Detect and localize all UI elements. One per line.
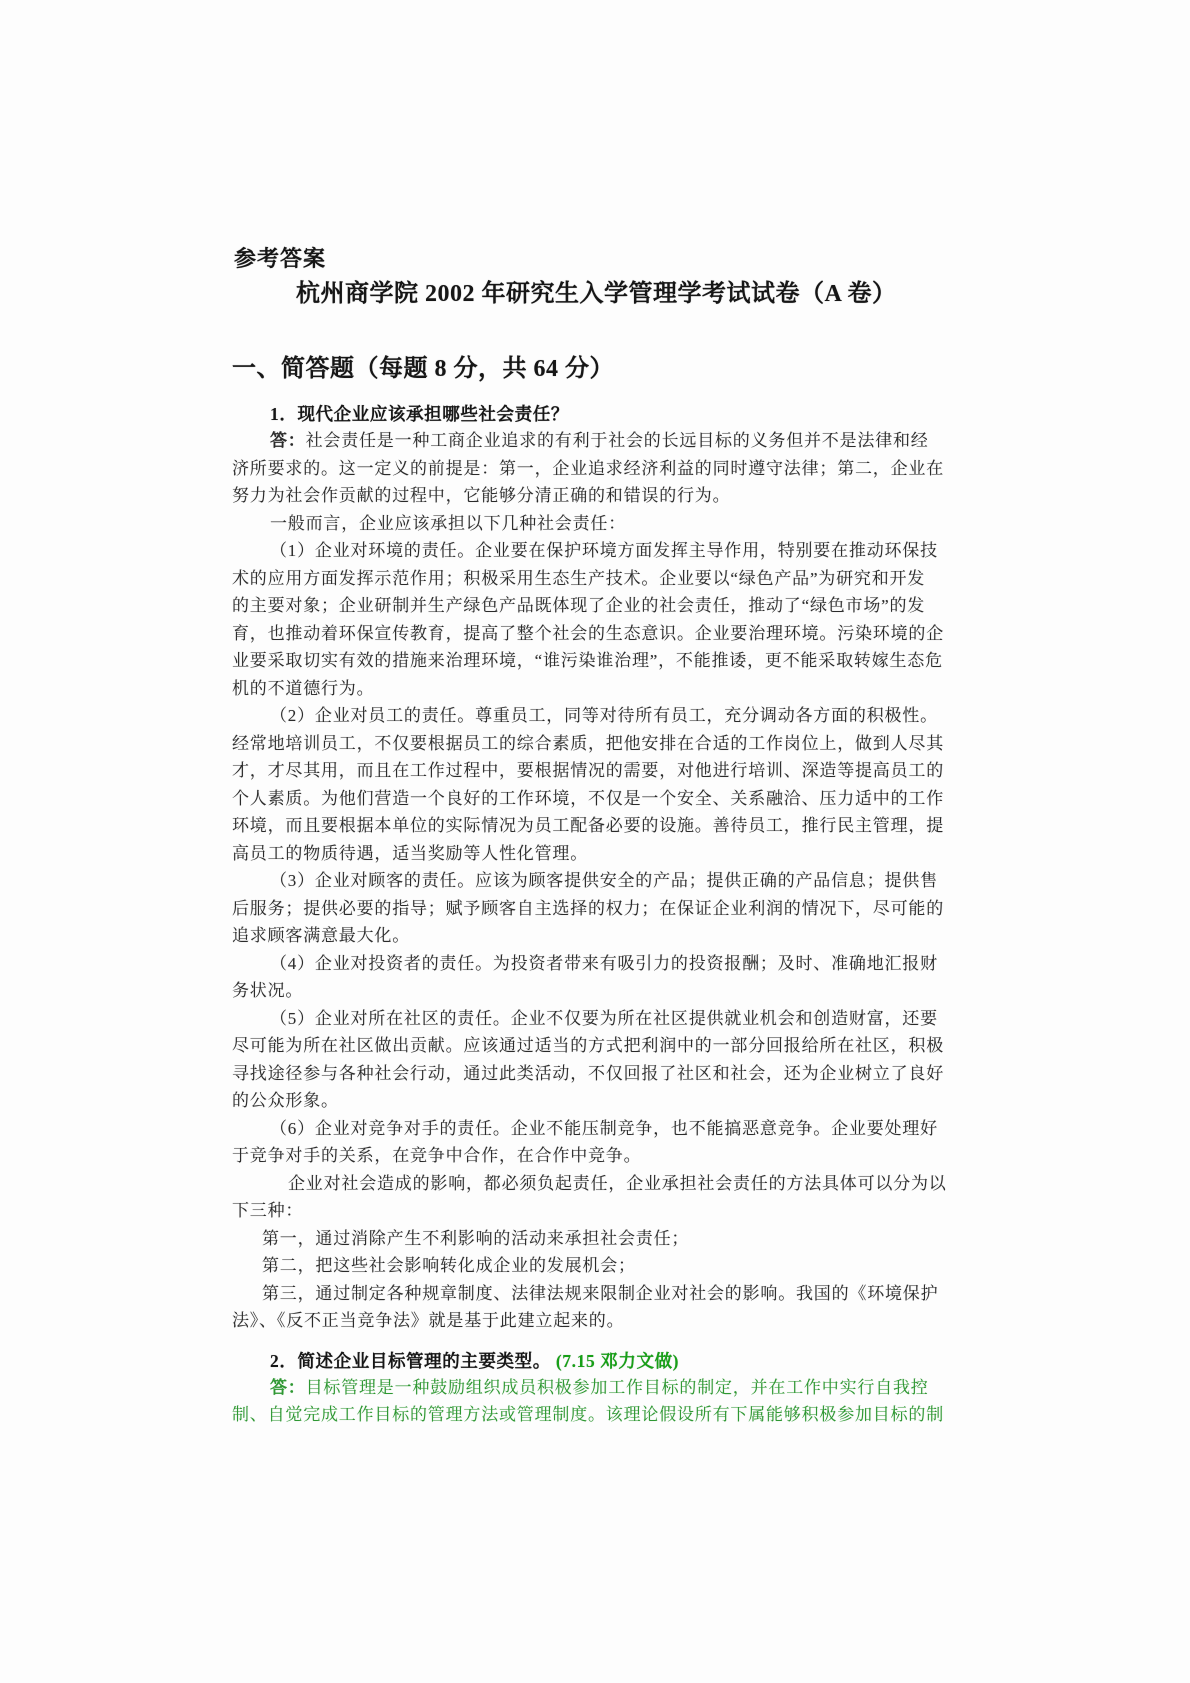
answer-text: 努力为社会作贡献的过程中，它能够分清正确的和错误的行为。 xyxy=(232,486,731,505)
answer-line xyxy=(232,1374,954,1402)
answer-text: 社会责任是一种工商企业追求的有利于社会的长远目标的义务但并不是法律和经 xyxy=(305,431,929,450)
answer-line xyxy=(232,1252,954,1280)
answer-text: 个人素质。为他们营造一个良好的工作环境，不仅是一个安全、关系融洽、压力适中的工作 xyxy=(232,788,944,808)
answer-line xyxy=(232,922,954,950)
answer-2-body xyxy=(232,1374,954,1429)
answer-text: 一般而言，企业应该承担以下几种社会责任： xyxy=(270,513,626,533)
answer-text: 务状况。 xyxy=(232,981,304,1000)
answer-line xyxy=(232,1225,954,1253)
answer-text: （1）企业对环境的责任。企业要在保护环境方面发挥主导作用，特别要在推动环保技 xyxy=(270,541,938,560)
document-content xyxy=(232,0,954,1429)
answer-text: 第二，把这些社会影响转化成企业的发展机会； xyxy=(262,1256,636,1275)
question-2-note: (7.15 邓力文做) xyxy=(555,1350,680,1371)
answer-text: 尽可能为所在社区做出贡献。应该通过适当的方式把利润中的一部分回报给所在社区，积极 xyxy=(232,1036,944,1055)
answer-text: 的公众形象。 xyxy=(232,1091,339,1110)
answer-text: （4）企业对投资者的责任。为投资者带来有吸引力的投资报酬；及时、准确地汇报财 xyxy=(270,953,938,973)
answer-line xyxy=(232,537,954,565)
answer-line xyxy=(232,510,954,538)
answer-line xyxy=(232,1005,954,1033)
answer-label: 答： xyxy=(270,1377,306,1397)
answer-line xyxy=(232,1307,954,1335)
answer-text: 育，也推动着环保宣传教育，提高了整个社会的生态意识。企业要治理环境。污染环境的企 xyxy=(232,623,944,643)
answer-line xyxy=(232,1115,954,1143)
answer-text: 经常地培训员工，不仅要根据员工的综合素质，把他安排在合适的工作岗位上，做到人尽其 xyxy=(232,733,944,753)
question-1-title: 1．现代企业应该承担哪些社会责任？ xyxy=(270,404,569,424)
question-2-heading xyxy=(232,1348,954,1374)
answer-text: 企业对社会造成的影响，都必须负起责任，企业承担社会责任的方法具体可以分为以 xyxy=(288,1173,947,1193)
answer-text: 后服务；提供必要的指导；赋予顾客自主选择的权力；在保证企业利润的情况下，尽可能的 xyxy=(232,898,944,918)
answer-line xyxy=(232,455,954,483)
answer-text: 第三，通过制定各种规章制度、法律法规来限制企业对社会的影响。我国的《环境保护 xyxy=(262,1283,939,1303)
answer-text: 高员工的物质待遇，适当奖励等人性化管理。 xyxy=(232,843,588,863)
answer-line xyxy=(232,895,954,923)
answer-text: 的主要对象；企业研制并生产绿色产品既体现了企业的社会责任，推动了“绿色市场”的发 xyxy=(232,596,926,615)
answer-label: 答： xyxy=(270,431,306,450)
answer-text: 目标管理是一种鼓励组织成员积极参加工作目标的制定，并在工作中实行自我控 xyxy=(305,1377,929,1397)
answer-line xyxy=(232,1170,954,1198)
answer-text: 术的应用方面发挥示范作用；积极采用生态生产技术。企业要以“绿色产品”为研究和开发 xyxy=(232,568,926,588)
answer-line xyxy=(232,950,954,978)
answer-line xyxy=(232,1401,954,1429)
answer-line xyxy=(232,620,954,648)
section-heading: 一、简答题（每题 8 分，共 64 分） xyxy=(232,356,614,382)
answer-text: 环境，而且要根据本单位的实际情况为员工配备必要的设施。善待员工，推行民主管理，提 xyxy=(232,816,944,835)
answer-text: （5）企业对所在社区的责任。企业不仅要为所在社区提供就业机会和创造财富，还要 xyxy=(270,1008,938,1028)
document-title: 参考答案 xyxy=(234,246,327,271)
question-1-heading xyxy=(232,401,954,427)
answer-text: （3）企业对顾客的责任。应该为顾客提供安全的产品；提供正确的产品信息；提供售 xyxy=(270,871,938,890)
answer-line xyxy=(232,840,954,868)
answer-text: 寻找途径参与各种社会行动，通过此类活动，不仅回报了社区和社会，还为企业树立了良好 xyxy=(232,1063,944,1083)
answer-1-body xyxy=(232,427,954,1335)
answer-line xyxy=(232,785,954,813)
answer-line xyxy=(232,977,954,1005)
answer-text: 法》、《反不正当竞争法》就是基于此建立起来的。 xyxy=(232,1311,625,1330)
exam-paper-title: 杭州商学院 2002 年研究生入学管理学考试试卷（A 卷） xyxy=(296,281,897,307)
answer-text: 追求顾客满意最大化。 xyxy=(232,926,410,945)
answer-line xyxy=(232,427,954,455)
answer-text: （2）企业对员工的责任。尊重员工，同等对待所有员工，充分调动各方面的积极性。 xyxy=(270,706,938,725)
answer-line xyxy=(232,565,954,593)
answer-text: 机的不道德行为。 xyxy=(232,678,375,698)
answer-text: 济所要求的。这一定义的前提是：第一，企业追求经济利益的同时遵守法律；第二，企业在 xyxy=(232,458,944,478)
answer-text: 于竞争对手的关系，在竞争中合作，在合作中竞争。 xyxy=(232,1146,642,1165)
answer-text: 第一，通过消除产生不利影响的活动来承担社会责任； xyxy=(262,1228,690,1248)
answer-line xyxy=(232,867,954,895)
answer-text: 制、自觉完成工作目标的管理方法或管理制度。该理论假设所有下属能够积极参加目标的制 xyxy=(232,1405,944,1424)
answer-text: 业要采取切实有效的措施来治理环境，“谁污染谁治理”，不能推诿，更不能采取转嫁生态危 xyxy=(232,651,943,670)
question-2-title: 2．简述企业目标管理的主要类型。 xyxy=(270,1350,551,1371)
answer-line xyxy=(232,730,954,758)
answer-line xyxy=(232,1197,954,1225)
answer-line xyxy=(232,1087,954,1115)
answer-text: 才，才尽其用，而且在工作过程中，要根据情况的需要，对他进行培训、深造等提高员工的 xyxy=(232,761,944,780)
answer-text: 下三种： xyxy=(232,1201,304,1220)
answer-line xyxy=(232,1060,954,1088)
answer-line xyxy=(232,647,954,675)
answer-line xyxy=(232,702,954,730)
answer-text: （6）企业对竞争对手的责任。企业不能压制竞争，也不能搞恶意竞争。企业要处理好 xyxy=(270,1118,938,1138)
answer-line xyxy=(232,757,954,785)
answer-line xyxy=(232,812,954,840)
answer-line xyxy=(232,1142,954,1170)
answer-line xyxy=(232,592,954,620)
answer-line xyxy=(232,1032,954,1060)
answer-line xyxy=(232,482,954,510)
answer-line xyxy=(232,1280,954,1308)
answer-line xyxy=(232,675,954,703)
